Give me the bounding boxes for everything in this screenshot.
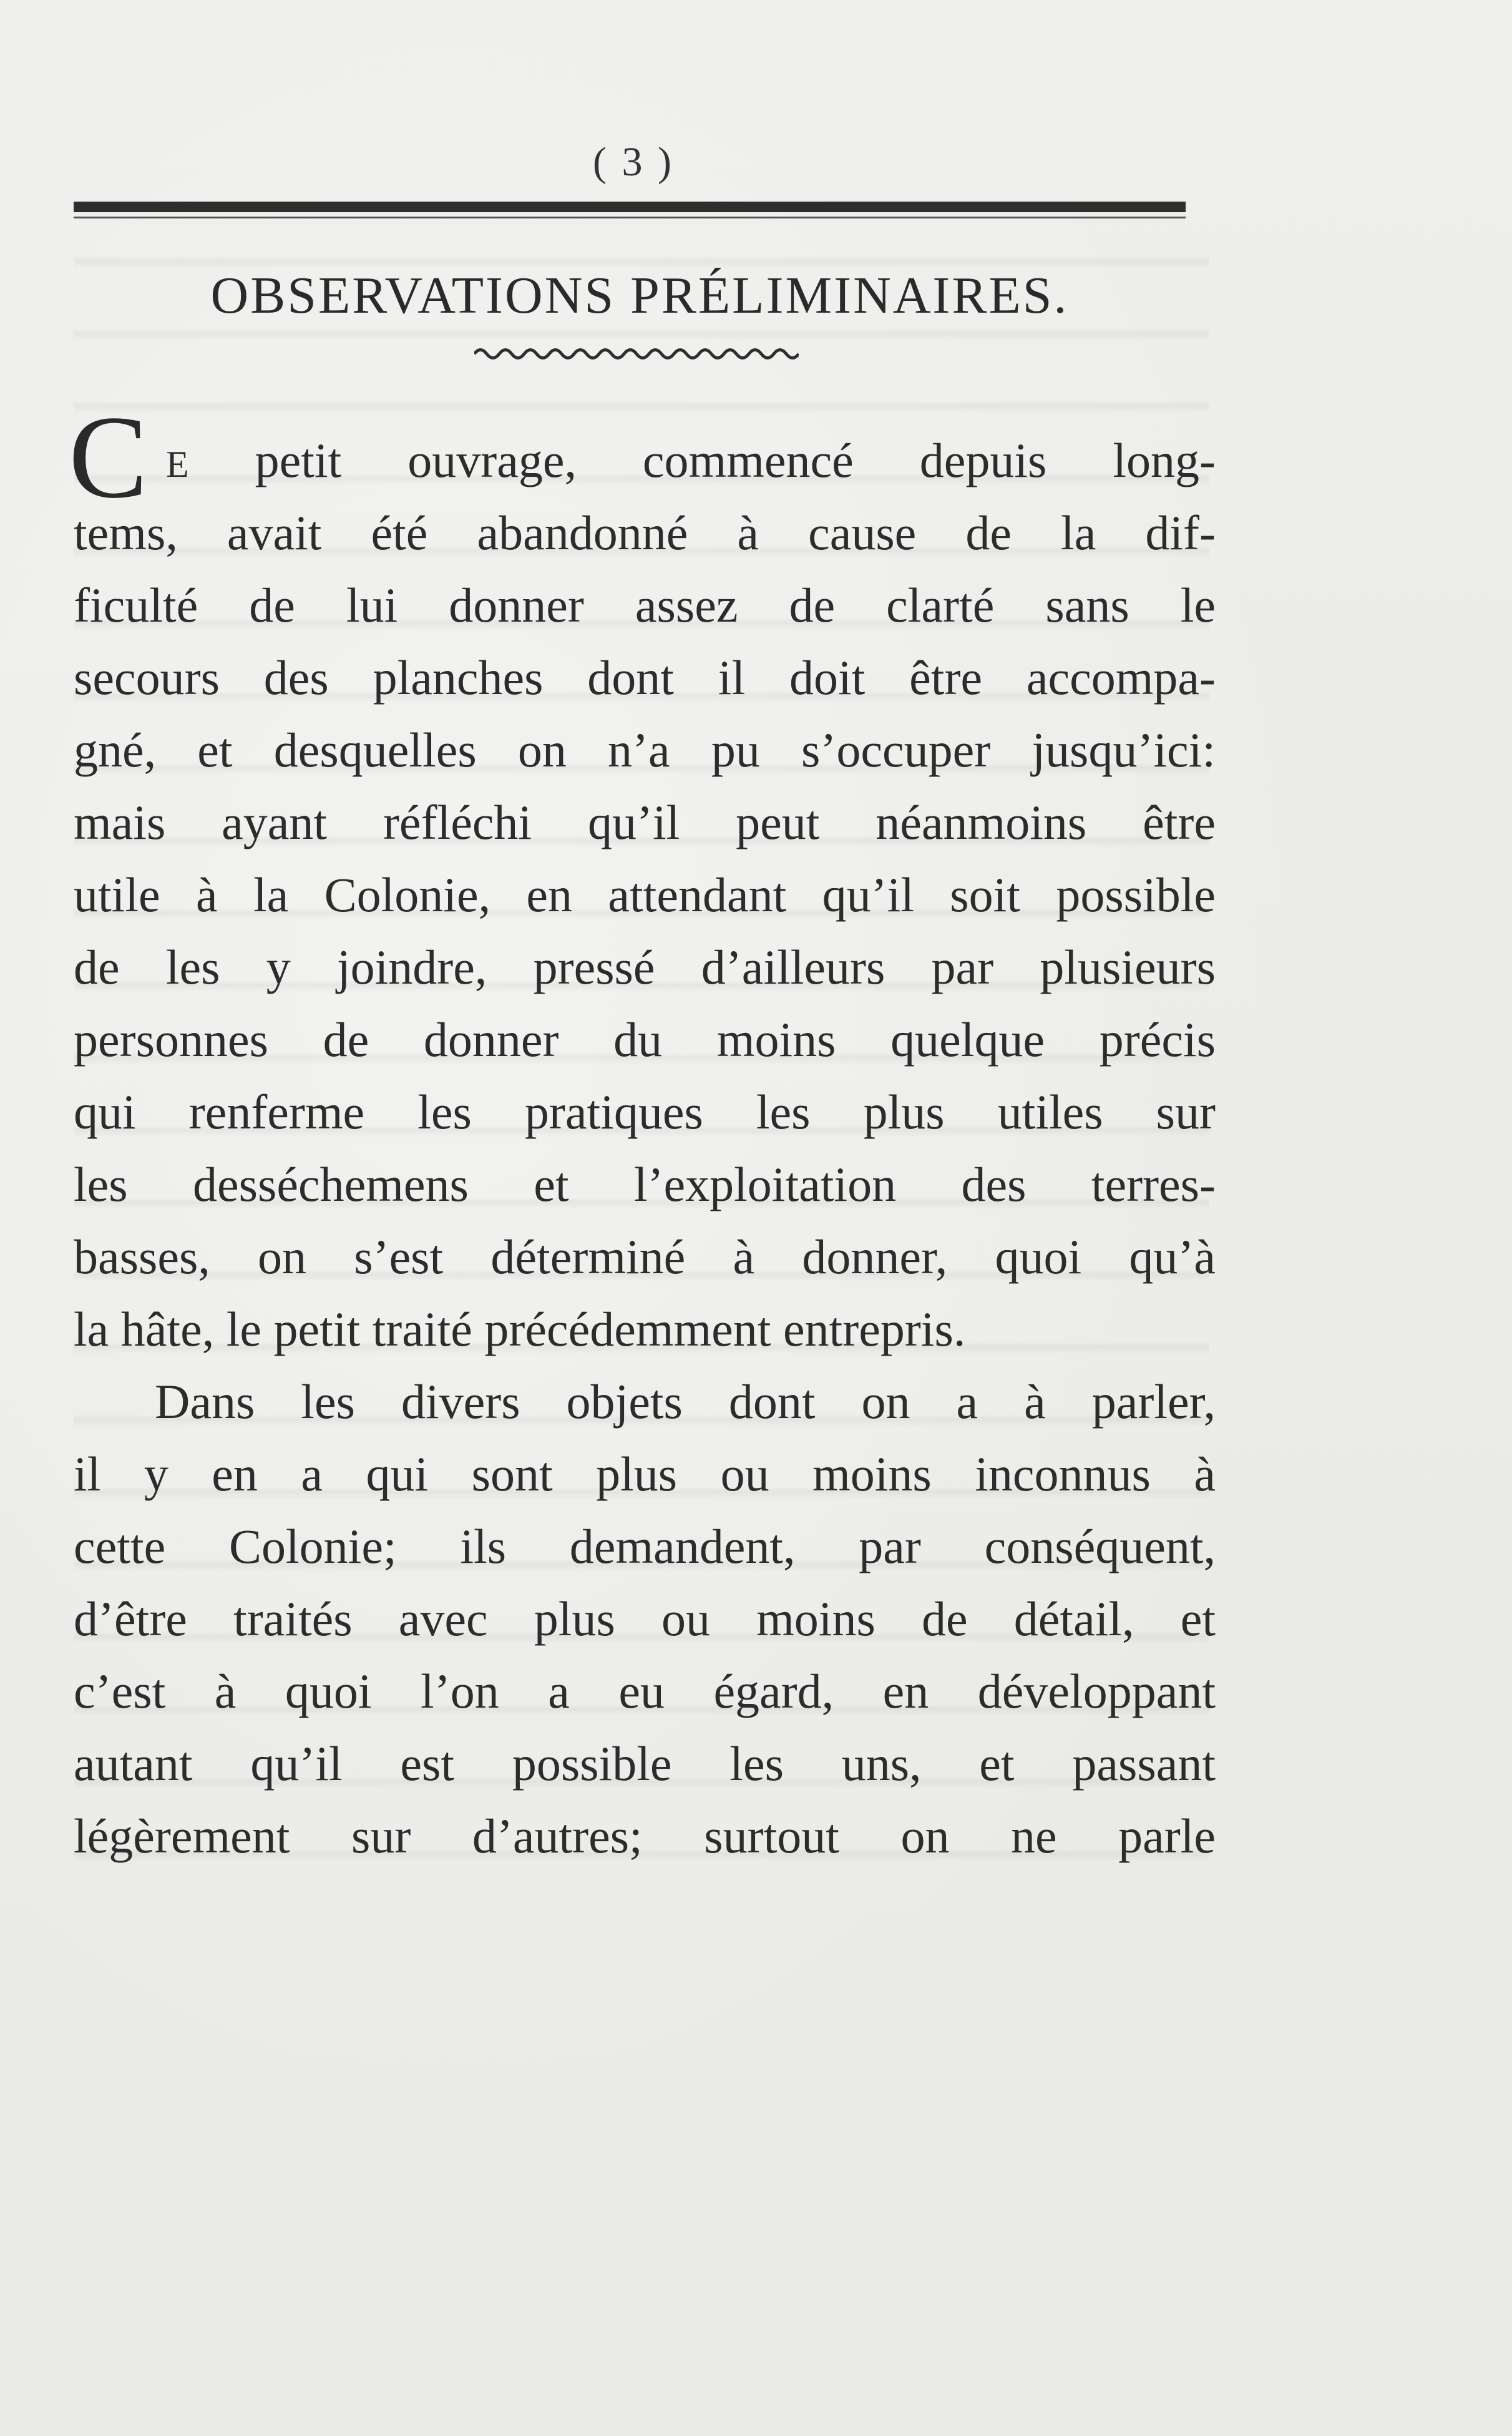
text-line-5: gné, et desquelles on n’a pu s’occuper jusqu’ici: bbox=[74, 723, 1216, 777]
text-line-15: il y en a qui sont plus ou moins inconnus à bbox=[74, 1447, 1216, 1501]
text-line-20: légèrement sur d’autres; surtout on ne parle bbox=[74, 1809, 1216, 1863]
header-rule-thin bbox=[74, 217, 1186, 218]
first-line-text bbox=[166, 424, 1216, 497]
text-line-13: la hâte, le petit traité précédemment entrepris. bbox=[74, 1302, 966, 1356]
text-line-9: personnes de donner du moins quelque précis bbox=[74, 1012, 1216, 1067]
text-line-11: les desséchemens et l’exploitation des terres- bbox=[74, 1157, 1216, 1211]
text-line-19: autant qu’il est possible les uns, et passant bbox=[74, 1736, 1216, 1791]
text-line-18: c’est à quoi l’on a eu égard, en développant bbox=[74, 1664, 1216, 1718]
first-line-remainder: petit ouvrage, commencé depuis long- bbox=[188, 433, 1216, 487]
text-line-14: Dans les divers objets dont on a à parler, bbox=[155, 1374, 1216, 1429]
text-line-6: mais ayant réfléchi qu’il peut néanmoins être bbox=[74, 795, 1216, 849]
wavy-ornament bbox=[474, 345, 799, 363]
text-line-2: tems, avait été abandonné à cause de la dif- bbox=[74, 506, 1216, 560]
text-line-7: utile à la Colonie, en attendant qu’il soit possible bbox=[74, 868, 1216, 922]
small-cap-letter: E bbox=[166, 444, 189, 485]
section-title: OBSERVATIONS PRÉLIMINAIRES. bbox=[210, 267, 1069, 325]
text-line-16: cette Colonie; ils demandent, par conséquent, bbox=[74, 1519, 1216, 1573]
header-rule-thick bbox=[74, 202, 1186, 212]
page-number: ( 3 ) bbox=[593, 139, 674, 185]
text-line-1 bbox=[69, 392, 1216, 523]
text-line-17: d’être traités avec plus ou moins de détail, et bbox=[74, 1592, 1216, 1646]
text-line-4: secours des planches dont il doit être accompa- bbox=[74, 650, 1216, 705]
text-line-8: de les y joindre, pressé d’ailleurs par plusieurs bbox=[74, 940, 1216, 994]
text-line-3: ficulté de lui donner assez de clarté sans le bbox=[74, 578, 1216, 632]
text-line-12: basses, on s’est déterminé à donner, quoi qu’à bbox=[74, 1230, 1216, 1284]
text-line-10: qui renferme les pratiques les plus utiles sur bbox=[74, 1085, 1216, 1139]
drop-cap: C bbox=[69, 392, 148, 523]
